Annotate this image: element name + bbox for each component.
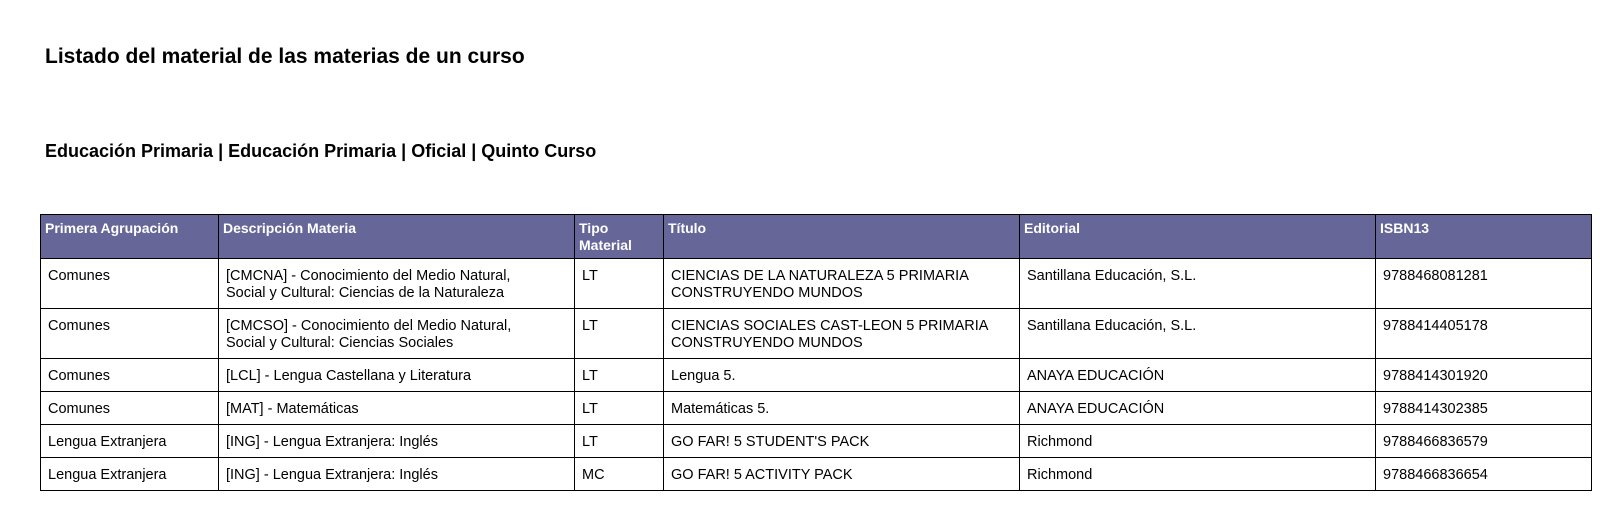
header-primera-agrupacion: Primera Agrupación <box>41 215 219 259</box>
header-isbn13: ISBN13 <box>1376 215 1592 259</box>
cell-isbn13: 9788414302385 <box>1376 392 1592 425</box>
cell-editorial: ANAYA EDUCACIÓN <box>1020 359 1376 392</box>
materials-table <box>40 214 1592 491</box>
cell-descripcion-materia: [ING] - Lengua Extranjera: Inglés <box>219 458 575 491</box>
table-row <box>41 425 1592 458</box>
cell-primera-agrupacion: Lengua Extranjera <box>41 425 219 458</box>
header-editorial: Editorial <box>1020 215 1376 259</box>
cell-titulo: Matemáticas 5. <box>664 392 1020 425</box>
table-header-row <box>41 215 1592 259</box>
cell-editorial: ANAYA EDUCACIÓN <box>1020 392 1376 425</box>
cell-tipo-material: LT <box>575 359 664 392</box>
cell-tipo-material: LT <box>575 259 664 309</box>
cell-isbn13: 9788468081281 <box>1376 259 1592 309</box>
cell-primera-agrupacion: Lengua Extranjera <box>41 458 219 491</box>
header-tipo-material: Tipo Material <box>575 215 664 259</box>
cell-primera-agrupacion: Comunes <box>41 259 219 309</box>
cell-titulo: Lengua 5. <box>664 359 1020 392</box>
page-title: Listado del material de las materias de un curso <box>45 45 525 68</box>
cell-tipo-material: LT <box>575 425 664 458</box>
cell-editorial: Santillana Educación, S.L. <box>1020 259 1376 309</box>
cell-primera-agrupacion: Comunes <box>41 359 219 392</box>
cell-editorial: Santillana Educación, S.L. <box>1020 309 1376 359</box>
cell-isbn13: 9788414405178 <box>1376 309 1592 359</box>
cell-editorial: Richmond <box>1020 425 1376 458</box>
cell-editorial: Richmond <box>1020 458 1376 491</box>
cell-tipo-material: MC <box>575 458 664 491</box>
header-titulo: Título <box>664 215 1020 259</box>
cell-tipo-material: LT <box>575 309 664 359</box>
table-row <box>41 392 1592 425</box>
cell-tipo-material: LT <box>575 392 664 425</box>
cell-titulo: GO FAR! 5 STUDENT'S PACK <box>664 425 1020 458</box>
header-descripcion-materia: Descripción Materia <box>219 215 575 259</box>
cell-isbn13: 9788414301920 <box>1376 359 1592 392</box>
cell-descripcion-materia: [CMCSO] - Conocimiento del Medio Natural, Social y Cultural: Ciencias Sociales <box>219 309 575 359</box>
cell-primera-agrupacion: Comunes <box>41 309 219 359</box>
course-subtitle: Educación Primaria | Educación Primaria | Oficial | Quinto Curso <box>45 141 597 161</box>
cell-titulo: GO FAR! 5 ACTIVITY PACK <box>664 458 1020 491</box>
table-row <box>41 309 1592 359</box>
cell-titulo: CIENCIAS DE LA NATURALEZA 5 PRIMARIA CONSTRUYENDO MUNDOS <box>664 259 1020 309</box>
cell-descripcion-materia: [CMCNA] - Conocimiento del Medio Natural, Social y Cultural: Ciencias de la Naturaleza <box>219 259 575 309</box>
cell-titulo: CIENCIAS SOCIALES CAST-LEON 5 PRIMARIA CONSTRUYENDO MUNDOS <box>664 309 1020 359</box>
cell-primera-agrupacion: Comunes <box>41 392 219 425</box>
table-row <box>41 259 1592 309</box>
table-row <box>41 359 1592 392</box>
cell-descripcion-materia: [LCL] - Lengua Castellana y Literatura <box>219 359 575 392</box>
table-row <box>41 458 1592 491</box>
cell-descripcion-materia: [MAT] - Matemáticas <box>219 392 575 425</box>
cell-descripcion-materia: [ING] - Lengua Extranjera: Inglés <box>219 425 575 458</box>
cell-isbn13: 9788466836579 <box>1376 425 1592 458</box>
cell-isbn13: 9788466836654 <box>1376 458 1592 491</box>
